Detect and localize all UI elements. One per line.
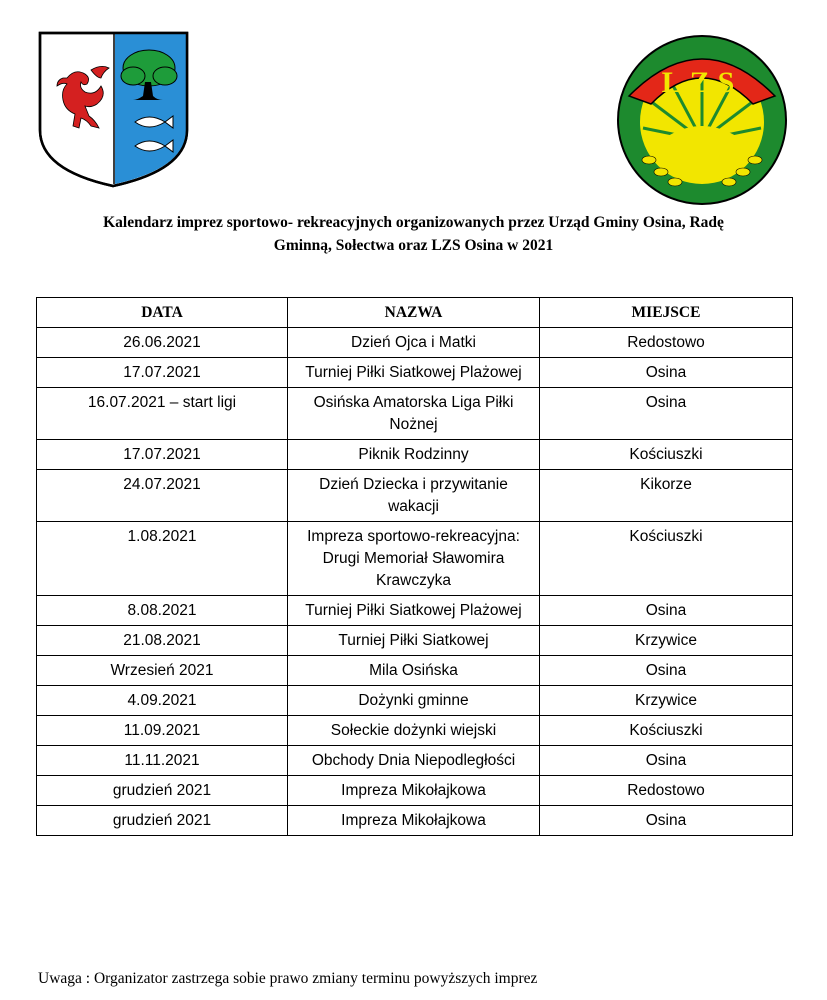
table-row	[37, 470, 793, 522]
cell-name: Impreza Mikołajkowa	[288, 806, 540, 836]
lzs-text: LZS	[661, 66, 743, 99]
table-row	[37, 776, 793, 806]
cell-place: Osina	[540, 746, 793, 776]
cell-place: Osina	[540, 596, 793, 626]
heading-line-2: Gminną, Sołectwa oraz LZS Osina w 2021	[273, 237, 554, 254]
cell-date: 17.07.2021	[37, 440, 288, 470]
cell-name: Mila Osińska	[288, 656, 540, 686]
cell-date: Wrzesień 2021	[37, 656, 288, 686]
cell-place: Kikorze	[540, 470, 793, 522]
cell-name: Osińska Amatorska Liga Piłki Nożnej	[288, 388, 540, 440]
table-row	[37, 328, 793, 358]
cell-name: Obchody Dnia Niepodległości	[288, 746, 540, 776]
cell-place: Kościuszki	[540, 522, 793, 596]
table-row	[37, 522, 793, 596]
table-row	[37, 686, 793, 716]
table-row	[37, 596, 793, 626]
cell-name: Impreza sportowo-rekreacyjna: Drugi Memoriał Sławomira Krawczyka	[288, 522, 540, 596]
cell-name: Piknik Rodzinny	[288, 440, 540, 470]
table-row	[37, 656, 793, 686]
cell-date: 21.08.2021	[37, 626, 288, 656]
table-row	[37, 358, 793, 388]
cell-date: 24.07.2021	[37, 470, 288, 522]
cell-name: Turniej Piłki Siatkowej Plażowej	[288, 596, 540, 626]
cell-place: Osina	[540, 806, 793, 836]
table-row	[37, 440, 793, 470]
cell-date: 4.09.2021	[37, 686, 288, 716]
column-header-place: MIEJSCE	[540, 298, 793, 328]
cell-place: Kościuszki	[540, 716, 793, 746]
table-row	[37, 626, 793, 656]
cell-place: Osina	[540, 358, 793, 388]
cell-name: Sołeckie dożynki wiejski	[288, 716, 540, 746]
cell-date: 26.06.2021	[37, 328, 288, 358]
cell-place: Redostowo	[540, 328, 793, 358]
cell-date: 11.09.2021	[37, 716, 288, 746]
cell-date: 8.08.2021	[37, 596, 288, 626]
cell-place: Krzywice	[540, 686, 793, 716]
cell-place: Osina	[540, 388, 793, 440]
cell-name: Dzień Ojca i Matki	[288, 328, 540, 358]
cell-place: Krzywice	[540, 626, 793, 656]
cell-date: 17.07.2021	[37, 358, 288, 388]
cell-date: grudzień 2021	[37, 806, 288, 836]
column-header-date: DATA	[37, 298, 288, 328]
heading-line-1: Kalendarz imprez sportowo- rekreacyjnych organizowanych przez Urząd Gminy Osina, Radę	[103, 214, 724, 231]
table-header-row	[37, 298, 793, 328]
cell-date: 16.07.2021 – start ligi	[37, 388, 288, 440]
cell-name: Turniej Piłki Siatkowej	[288, 626, 540, 656]
disclaimer-note: Uwaga : Organizator zastrzega sobie prawo zmiany terminu powyższych imprez	[38, 970, 538, 987]
table-row	[37, 716, 793, 746]
cell-name: Impreza Mikołajkowa	[288, 776, 540, 806]
lzs-emblem-logo	[609, 30, 795, 208]
coat-of-arms-logo	[37, 30, 190, 188]
events-table	[36, 297, 793, 836]
table-row	[37, 388, 793, 440]
cell-name: Turniej Piłki Siatkowej Plażowej	[288, 358, 540, 388]
cell-date: 11.11.2021	[37, 746, 288, 776]
cell-date: 1.08.2021	[37, 522, 288, 596]
document-heading	[30, 211, 797, 257]
table-row	[37, 806, 793, 836]
table-row	[37, 746, 793, 776]
column-header-name: NAZWA	[288, 298, 540, 328]
cell-place: Kościuszki	[540, 440, 793, 470]
cell-place: Redostowo	[540, 776, 793, 806]
cell-date: grudzień 2021	[37, 776, 288, 806]
cell-name: Dożynki gminne	[288, 686, 540, 716]
cell-name: Dzień Dziecka i przywitanie wakacji	[288, 470, 540, 522]
cell-place: Osina	[540, 656, 793, 686]
